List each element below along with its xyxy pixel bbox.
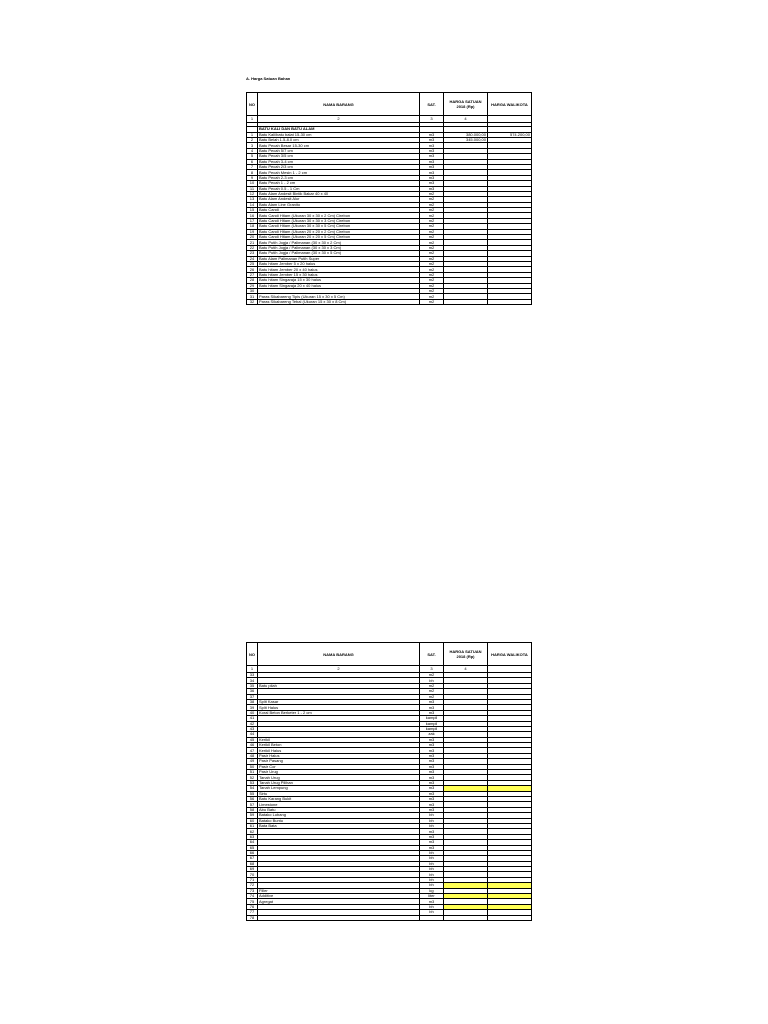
item-unit: m2: [420, 235, 444, 240]
item-name: Batu Putih Jogja / Palimanan (30 x 30 x 5 Cm): [258, 251, 420, 256]
row-number: 67: [247, 856, 258, 861]
item-unit: m3: [420, 737, 444, 742]
item-unit: bh: [420, 872, 444, 877]
row-number: 43: [247, 726, 258, 731]
column-index: 4: [444, 116, 488, 123]
table-row: [247, 915, 532, 920]
row-number: 34: [247, 678, 258, 683]
item-unit: m2: [420, 294, 444, 299]
item-unit: m2: [420, 283, 444, 288]
item-name: Batu pilah: [258, 683, 420, 688]
row-number: 13: [247, 197, 258, 202]
item-name: Bata Bata: [258, 823, 420, 828]
row-number: 51: [247, 770, 258, 775]
item-unit: m2: [420, 229, 444, 234]
row-number: 25: [247, 261, 258, 266]
item-name: Batu Pecah Mesin 1 - 2 cm: [258, 170, 420, 175]
item-unit: m3: [420, 759, 444, 764]
price-walikota: [488, 299, 532, 304]
row-number: 61: [247, 823, 258, 828]
row-number: 66: [247, 850, 258, 855]
item-name: Filler: [258, 888, 420, 893]
item-unit: bh: [420, 678, 444, 683]
item-name: Sirtu: [258, 791, 420, 796]
item-unit: m3: [420, 175, 444, 180]
price-2018: 380.000,00: [444, 132, 488, 137]
row-number: 37: [247, 694, 258, 699]
item-name: Agregat: [258, 899, 420, 904]
row-number: 24: [247, 256, 258, 261]
col-header-unit: SAT.: [420, 643, 444, 666]
item-name: Pasir Halus: [258, 753, 420, 758]
col-header-price-walikota: HARGA WALIKOTA: [488, 93, 532, 116]
item-unit: m3: [420, 132, 444, 137]
row-number: 56: [247, 796, 258, 801]
row-number: 59: [247, 813, 258, 818]
item-unit: bh: [420, 877, 444, 882]
row-number: 28: [247, 278, 258, 283]
row-number: 73: [247, 888, 258, 893]
row-number: 16: [247, 213, 258, 218]
row-number: 38: [247, 699, 258, 704]
item-name: Batu Pecah 1 - 2 cm: [258, 181, 420, 186]
item-name: Batu Pecah Besar 15-30 cm: [258, 143, 420, 148]
item-unit: m3: [420, 748, 444, 753]
item-unit: m3: [420, 802, 444, 807]
item-unit: m2: [420, 224, 444, 229]
row-number: 18: [247, 224, 258, 229]
section-heading: A. Harga Satuan Bahan: [246, 76, 291, 81]
item-name: Batako Lubang: [258, 813, 420, 818]
row-number: 21: [247, 240, 258, 245]
row-number: 23: [247, 251, 258, 256]
item-unit: m2: [420, 278, 444, 283]
table-body-2: [247, 666, 532, 921]
item-name: Batu Pecah 3-4 cm: [258, 159, 420, 164]
row-number: 50: [247, 764, 258, 769]
item-unit: m3: [420, 753, 444, 758]
table-row: [247, 299, 532, 304]
item-unit: m3: [420, 710, 444, 715]
table-body-1: [247, 116, 532, 305]
row-number: 8: [247, 170, 258, 175]
row-number: 11: [247, 186, 258, 191]
item-unit: m3: [420, 807, 444, 812]
item-name: Kerikil Halus: [258, 748, 420, 753]
item-name: Pasir Cor: [258, 764, 420, 769]
row-number: 32: [247, 299, 258, 304]
item-name: Batu Pecah 3/5 cm: [258, 154, 420, 159]
row-number: 17: [247, 218, 258, 223]
row-number: 20: [247, 235, 258, 240]
item-unit: m2: [420, 240, 444, 245]
row-number: 31: [247, 294, 258, 299]
item-name: Batu hitam Jember 5 x 20 halus: [258, 261, 420, 266]
row-number: 55: [247, 791, 258, 796]
row-number: 74: [247, 894, 258, 899]
item-unit: m3: [420, 743, 444, 748]
item-unit: bh: [420, 850, 444, 855]
row-number: 14: [247, 202, 258, 207]
col-header-no: NO: [247, 93, 258, 116]
item-name: Additive: [258, 894, 420, 899]
row-number: 3: [247, 143, 258, 148]
item-unit: m2: [420, 202, 444, 207]
item-unit: m3: [420, 154, 444, 159]
item-unit: m3: [420, 899, 444, 904]
item-name: Batu hitam Jember 15 x 30 halus: [258, 272, 420, 277]
item-name: Split Halus: [258, 705, 420, 710]
row-number: 29: [247, 283, 258, 288]
item-unit: m3: [420, 845, 444, 850]
item-unit: zak: [420, 732, 444, 737]
col-header-price-2018: HARGA SATUAN 2018 (Rp): [444, 93, 488, 116]
item-unit: m3: [420, 834, 444, 839]
row-number: 44: [247, 732, 258, 737]
row-number: 58: [247, 807, 258, 812]
row-number: 9: [247, 175, 258, 180]
item-unit: m2: [420, 191, 444, 196]
item-name: Batu Karang Bukit: [258, 796, 420, 801]
item-name: Batu hitam Singaraja 20 x 40 halus: [258, 283, 420, 288]
item-unit: bh: [420, 861, 444, 866]
row-number: 4: [247, 148, 258, 153]
item-unit: [420, 915, 444, 920]
item-unit: bh: [420, 910, 444, 915]
row-number: 72: [247, 883, 258, 888]
price-table-1: [246, 92, 532, 305]
row-number: 15: [247, 208, 258, 213]
price-2018: 345.000,00: [444, 137, 488, 142]
item-unit: m2: [420, 208, 444, 213]
item-unit: bh: [420, 856, 444, 861]
item-name: Batu Belah 1.5-8.0 cm: [258, 137, 420, 142]
item-name: Koral Beton Berketer 1 - 2 cm: [258, 710, 420, 715]
item-unit: m2: [420, 251, 444, 256]
item-unit: m3: [420, 186, 444, 191]
item-unit: m2: [420, 299, 444, 304]
price-walikota: 574.200,00: [488, 132, 532, 137]
row-number: 35: [247, 683, 258, 688]
row-number: 60: [247, 818, 258, 823]
item-name: Batu Putih Jogja / Palimanan (30 x 30 x 3 Cm): [258, 245, 420, 250]
item-name: Kerikil Beton: [258, 743, 420, 748]
column-index: [488, 116, 532, 123]
item-name: Batu Alam Andesit Alur: [258, 197, 420, 202]
item-unit: bh: [420, 813, 444, 818]
item-name: Tanah Urug Pilihan: [258, 780, 420, 785]
row-number: 6: [247, 159, 258, 164]
item-unit: m3: [420, 159, 444, 164]
item-name: Paras Sikabareng Tebal (Ukuran 15 x 30 x 8 Cm): [258, 299, 420, 304]
price-walikota: [488, 915, 532, 920]
item-unit: m2: [420, 673, 444, 678]
item-unit: m3: [420, 829, 444, 834]
item-name: Paras Sikabareng Tipis (Ukuran 15 x 30 x 5 Cm): [258, 294, 420, 299]
item-unit: kg: [420, 888, 444, 893]
item-name: Split Kasar: [258, 699, 420, 704]
item-unit: m2: [420, 218, 444, 223]
item-name: Batu Pecah 2-3 cm: [258, 175, 420, 180]
row-number: 40: [247, 710, 258, 715]
row-number: 53: [247, 780, 258, 785]
item-unit: m3: [420, 840, 444, 845]
item-unit: m2: [420, 261, 444, 266]
item-name: Limestone: [258, 802, 420, 807]
item-name: Batu Candi: [258, 208, 420, 213]
item-name: Batu Pecah 0.5 - 1 Cm: [258, 186, 420, 191]
item-name: Tanah Urug: [258, 775, 420, 780]
row-number: 65: [247, 845, 258, 850]
row-number: 63: [247, 834, 258, 839]
row-number: 64: [247, 840, 258, 845]
column-index: 4: [444, 666, 488, 673]
column-index: 3: [420, 116, 444, 123]
row-number: 10: [247, 181, 258, 186]
row-number: 36: [247, 689, 258, 694]
row-number: 68: [247, 861, 258, 866]
item-unit: m2: [420, 272, 444, 277]
row-number: 52: [247, 775, 258, 780]
row-number: 2: [247, 137, 258, 142]
item-name: Kerikil: [258, 737, 420, 742]
row-number: 33: [247, 673, 258, 678]
item-unit: m3: [420, 137, 444, 142]
row-number: 78: [247, 915, 258, 920]
row-number: 47: [247, 748, 258, 753]
price-2018: [444, 915, 488, 920]
row-number: 30: [247, 288, 258, 293]
row-number: 45: [247, 737, 258, 742]
column-index: 3: [420, 666, 444, 673]
col-header-unit: SAT.: [420, 93, 444, 116]
item-name: Abu Batu: [258, 807, 420, 812]
item-unit: m3: [420, 780, 444, 785]
row-number: 62: [247, 829, 258, 834]
item-unit: m2: [420, 288, 444, 293]
item-name: Batako Buntu: [258, 818, 420, 823]
item-name: Batu hitam Jember 20 x 40 halus: [258, 267, 420, 272]
item-unit: m3: [420, 770, 444, 775]
col-header-price-walikota: HARGA WALIKOTA: [488, 643, 532, 666]
row-number: 48: [247, 753, 258, 758]
item-unit: bh: [420, 867, 444, 872]
item-name: Batu Alam Andesit Bintik Bakar 40 x 40: [258, 191, 420, 196]
item-unit: m3: [420, 796, 444, 801]
row-number: 22: [247, 245, 258, 250]
row-number: 57: [247, 802, 258, 807]
item-unit: kampil: [420, 726, 444, 731]
price-2018: [444, 299, 488, 304]
row-number: 76: [247, 904, 258, 909]
item-name: Batu Candi Hitam (Ukuran 30 x 30 x 3 Cm) Cirebon: [258, 218, 420, 223]
row-number: 5: [247, 154, 258, 159]
item-name: Batu Alam Palimanan Putih Super: [258, 256, 420, 261]
row-number: 70: [247, 872, 258, 877]
item-name: Batu Candi Hitam (Ukuran 30 x 30 x 2 Cm) Cirebon: [258, 213, 420, 218]
item-unit: m2: [420, 683, 444, 688]
item-name: Batu Pecah 2/3 cm: [258, 164, 420, 169]
row-number: 27: [247, 272, 258, 277]
section-title: BATU KALI DAN BATU ALAM: [258, 127, 420, 133]
row-number: 39: [247, 705, 258, 710]
row-number: 46: [247, 743, 258, 748]
item-unit: m3: [420, 775, 444, 780]
item-unit: m3: [420, 143, 444, 148]
row-number: 54: [247, 786, 258, 791]
item-unit: m2: [420, 197, 444, 202]
item-unit: m3: [420, 699, 444, 704]
column-index-row: [247, 666, 532, 673]
item-name: Batu Pecah 5/7 cm: [258, 148, 420, 153]
item-unit: kampil: [420, 721, 444, 726]
row-number: 71: [247, 877, 258, 882]
row-number: 12: [247, 191, 258, 196]
item-unit: m3: [420, 791, 444, 796]
item-unit: kampil: [420, 716, 444, 721]
price-table-2: [246, 642, 532, 921]
item-unit: m2: [420, 245, 444, 250]
item-unit: m2: [420, 267, 444, 272]
item-name: Batu Candi Hitam (Ukuran 20 x 20 x 5 Cm) Cirebon: [258, 235, 420, 240]
item-unit: m2: [420, 256, 444, 261]
item-unit: m3: [420, 170, 444, 175]
col-header-name: NAMA BARANG: [258, 93, 420, 116]
item-name: Pasir Pasang: [258, 759, 420, 764]
row-number: 41: [247, 716, 258, 721]
row-number: 26: [247, 267, 258, 272]
item-unit: m3: [420, 164, 444, 169]
row-number: 42: [247, 721, 258, 726]
row-number: 7: [247, 164, 258, 169]
item-unit: bh: [420, 818, 444, 823]
row-number: 69: [247, 867, 258, 872]
item-name: Batu Putih Jogja / Palimanan (30 x 30 x 2 Cm): [258, 240, 420, 245]
item-name: Batu Candi Hitam (Ukuran 30 x 30 x 5 Cm) Cirebon: [258, 224, 420, 229]
column-index: 1: [247, 116, 258, 123]
table-header-row: [247, 93, 532, 116]
item-name: Pasir Urug: [258, 770, 420, 775]
column-index: 2: [258, 666, 420, 673]
item-unit: bh: [420, 883, 444, 888]
row-number: 1: [247, 132, 258, 137]
item-name: [258, 915, 420, 920]
column-index: 1: [247, 666, 258, 673]
item-name: Tanah Lempung: [258, 786, 420, 791]
row-number: 77: [247, 910, 258, 915]
item-unit: m3: [420, 705, 444, 710]
item-unit: bh: [420, 823, 444, 828]
item-name: Batu Alam Line Granito: [258, 202, 420, 207]
item-unit: liter: [420, 894, 444, 899]
row-number: 75: [247, 899, 258, 904]
item-unit: m2: [420, 689, 444, 694]
item-unit: m2: [420, 694, 444, 699]
table-header-row: [247, 643, 532, 666]
item-unit: m3: [420, 148, 444, 153]
item-unit: m3: [420, 764, 444, 769]
column-index: [488, 666, 532, 673]
col-header-price-2018: HARGA SATUAN 2018 (Rp): [444, 643, 488, 666]
item-unit: m3: [420, 786, 444, 791]
col-header-no: NO: [247, 643, 258, 666]
row-number: 19: [247, 229, 258, 234]
item-name: Batu Kali/batu balat 15-30 cm: [258, 132, 420, 137]
item-unit: bh: [420, 904, 444, 909]
item-name: Batu hitam Singaraja 15 x 30 halus: [258, 278, 420, 283]
item-unit: m2: [420, 213, 444, 218]
item-name: Batu Candi Hitam (Ukuran 20 x 20 x 2 Cm) Cirebon: [258, 229, 420, 234]
column-index: 2: [258, 116, 420, 123]
item-unit: m3: [420, 181, 444, 186]
col-header-name: NAMA BARANG: [258, 643, 420, 666]
column-index-row: [247, 116, 532, 123]
row-number: 49: [247, 759, 258, 764]
